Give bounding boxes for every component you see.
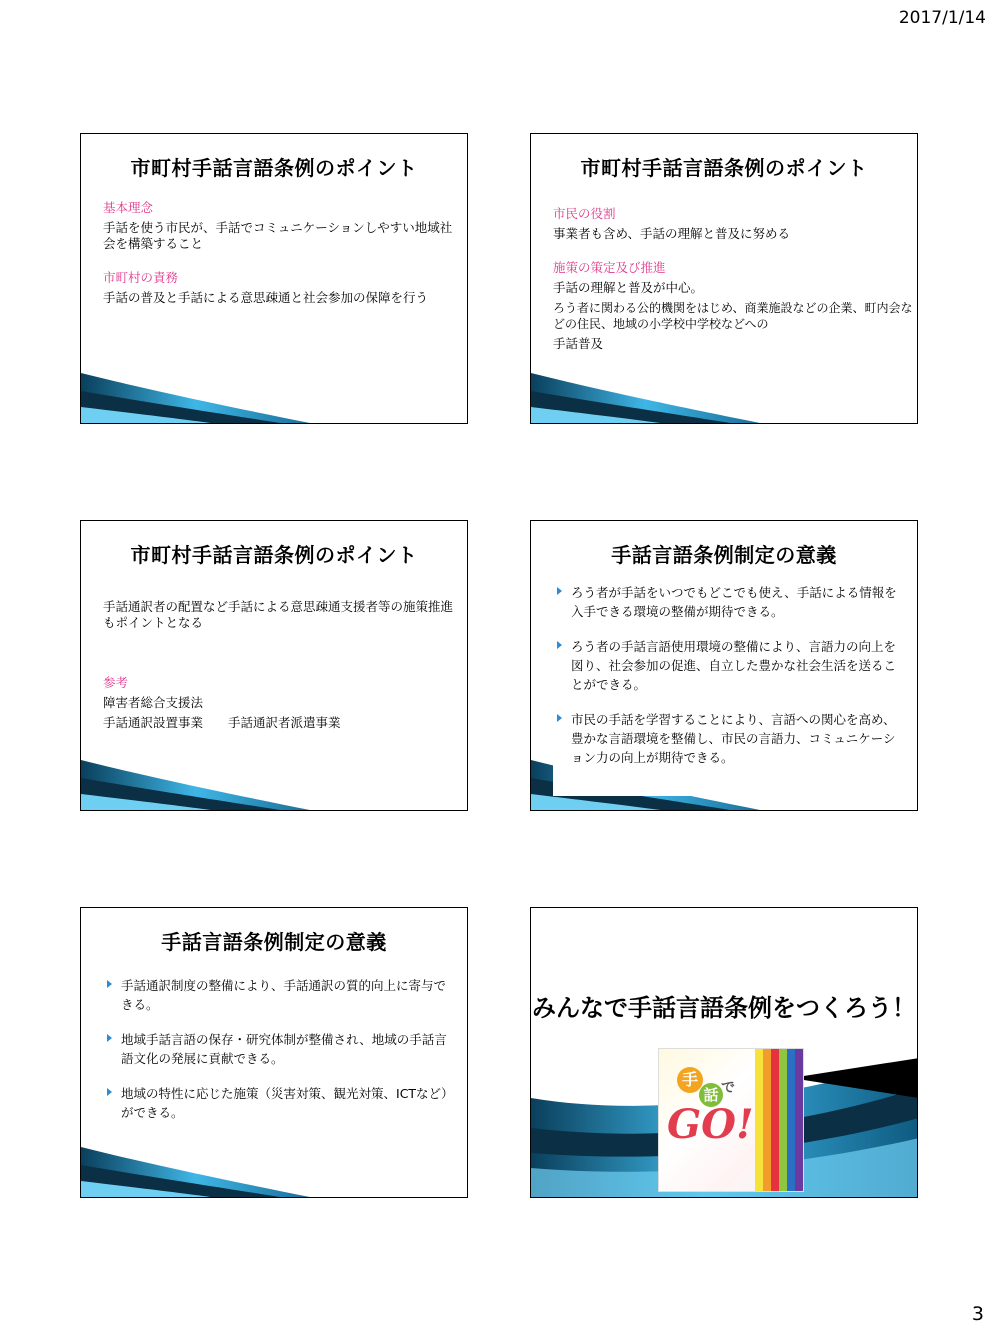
slide-swoosh-decoration <box>81 363 467 423</box>
slide-4 <box>530 520 918 811</box>
poster-logo: GO! <box>667 1101 754 1148</box>
slide-swoosh-decoration <box>531 363 917 423</box>
bullet-triangle-icon <box>557 714 562 722</box>
section-text: 手話通訳者の配置など手話による意思疎通支援者等の施策推進もポイントとなる <box>103 599 454 630</box>
bullet-item: ろう者が手話をいつでもどこでも使え、手話による情報を入手できる環境の整備が期待できる。 <box>555 583 903 621</box>
bullet-item: 市民の手話を学習することにより、言語への関心を高め、豊かな言語環境を整備し、市民の言語力、コミュニケーション力の向上が期待できる。 <box>555 710 903 767</box>
section-text: 手話普及 <box>553 336 604 351</box>
slide-title: 市町村手話言語条例のポイント <box>580 156 868 180</box>
bullet-triangle-icon <box>107 1034 112 1042</box>
slide-title: 市町村手話言語条例のポイント <box>130 156 418 180</box>
section-label: 市民の役割 <box>553 206 616 221</box>
bullet-item: 手話通訳制度の整備により、手話通訳の質的向上に寄与できる。 <box>105 976 453 1014</box>
section-label: 基本理念 <box>103 200 154 215</box>
slide-title: 市町村手話言語条例のポイント <box>130 543 418 567</box>
campaign-poster-image <box>658 1048 804 1192</box>
poster-char-2: 話 <box>699 1083 723 1107</box>
section-text: 手話を使う市民が、手話でコミュニケーションしやすい地域社会を構築すること <box>103 220 453 251</box>
bullet-triangle-icon <box>557 587 562 595</box>
slide-5 <box>80 907 468 1198</box>
poster-char-3: で <box>721 1080 735 1096</box>
section-text: 障害者総合支援法 <box>103 695 204 710</box>
section-text: 手話通訳設置事業 手話通訳者派遣事業 <box>103 715 341 730</box>
bullet-triangle-icon <box>557 641 562 649</box>
section-text: 事業者も含め、手話の理解と普及に努める <box>553 226 791 241</box>
poster-char-1: 手 <box>677 1067 703 1093</box>
section-text: 手話の理解と普及が中心。 <box>553 280 704 295</box>
slide-title: みんなで手話言語条例をつくろう！ <box>532 994 916 1022</box>
slide-6 <box>530 907 918 1198</box>
section-text: 手話の普及と手話による意思疎通と社会参加の保障を行う <box>103 290 429 305</box>
slide-3 <box>80 520 468 811</box>
section-label: 市町村の責務 <box>103 270 179 285</box>
slide-title: 手話言語条例制定の意義 <box>611 543 837 567</box>
section-label: 参考 <box>103 675 129 690</box>
slide-2 <box>530 133 918 424</box>
section-text: ろう者に関わる公的機関をはじめ、商業施設などの企業、町内会などの住民、地域の小学校中学校などへの <box>553 301 913 331</box>
bullet-item: 地域手話言語の保存・研究体制が整備され、地域の手話言語文化の発展に貢献できる。 <box>105 1030 453 1068</box>
page-date: 2017/1/14 <box>898 8 986 28</box>
bullet-triangle-icon <box>107 980 112 988</box>
bullet-item: ろう者の手話言語使用環境の整備により、言語力の向上を図り、社会参加の促進、自立した豊かな社会生活を送ることができる。 <box>555 637 903 694</box>
slide-title: 手話言語条例制定の意義 <box>161 930 387 954</box>
page-number: 3 <box>971 1303 984 1325</box>
slide-swoosh-decoration <box>81 750 467 810</box>
slide-1 <box>80 133 468 424</box>
bullet-triangle-icon <box>107 1088 112 1096</box>
slide-swoosh-decoration <box>81 1137 467 1197</box>
bullet-item: 地域の特性に応じた施策（災害対策、観光対策、ICTなど）ができる。 <box>105 1084 453 1122</box>
section-label: 施策の策定及び推進 <box>553 260 666 275</box>
